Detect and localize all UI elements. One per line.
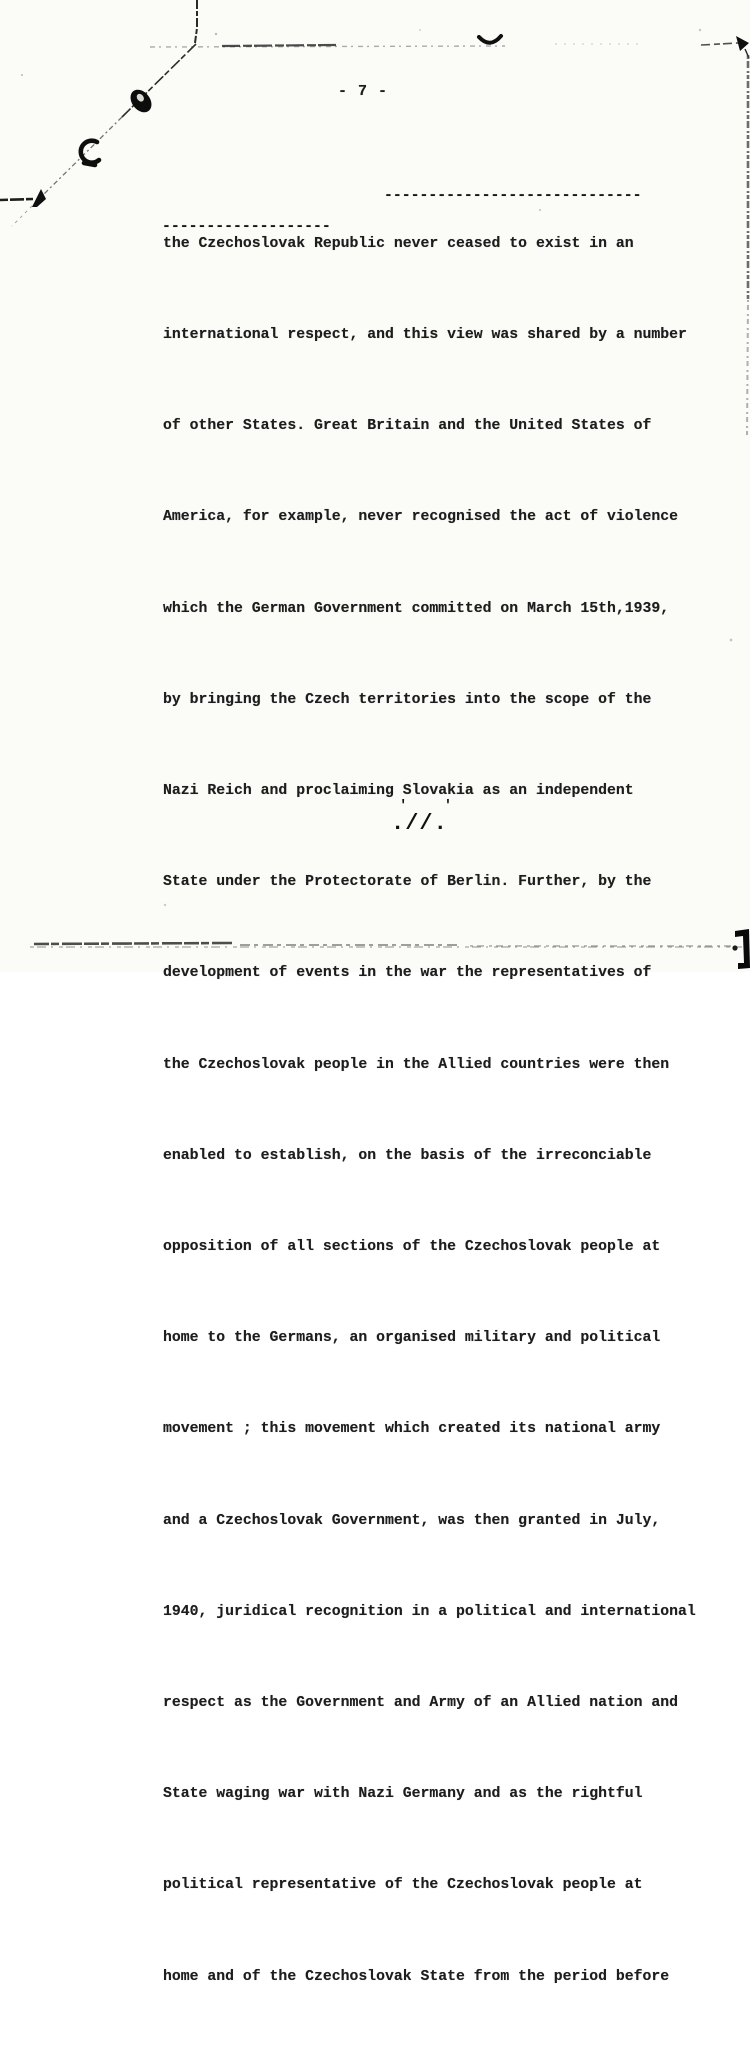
text-line: home to the Germans, an organised military and political: [163, 1330, 661, 1347]
text-line: which the German Government committed on March 15th,1939,: [163, 600, 670, 617]
top-fold-vertical-line-icon: [195, 0, 197, 43]
text-line: 1940, juridical recognition in a political and international: [163, 1603, 696, 1620]
text-line: respect as the Government and Army of an Allied nation and: [163, 1695, 679, 1712]
document-text-block: [163, 168, 723, 2053]
text-line: enabled to establish, on the basis of the irreconciable: [163, 1147, 652, 1164]
right-edge-scan-strip-icon: [747, 55, 748, 435]
text-line: of other States. Great Britain and the United States of: [163, 418, 652, 435]
top-right-dash-arrow-icon: [701, 36, 749, 58]
bottom-right-bracket-mark-icon: [735, 929, 750, 969]
text-line: by bringing the Czech territories into the scope of the: [163, 691, 652, 708]
ink-blob-icon: [126, 86, 156, 117]
top-smudge-line-icon: [150, 44, 640, 47]
text-line: movement ; this movement which created its national army: [163, 1421, 661, 1438]
text-line: political representative of the Czechoslovak people at: [163, 1877, 643, 1894]
text-line: the Czechoslovak people in the Allied countries were then: [163, 1056, 670, 1073]
top-curve-mark-icon: [479, 36, 501, 43]
text-line: and a Czechoslovak Government, was then granted in July,: [163, 1512, 661, 1529]
text-line: home and of the Czechoslovak State from the period before: [163, 1968, 670, 1985]
left-margin-arrow-icon: [0, 189, 46, 207]
text-line: development of events in the war the representatives of: [163, 965, 652, 982]
typed-underline-international-respect: -------------------: [162, 219, 331, 235]
text-line: State under the Protectorate of Berlin. Further, by the: [163, 874, 652, 891]
text-line: opposition of all sections of the Czechoslovak people at: [163, 1239, 661, 1256]
text-line: America, for example, never recognised the act of violence: [163, 509, 679, 526]
continuation-apostrophes: ' ': [399, 798, 467, 814]
page-number: - 7 -: [338, 83, 389, 100]
text-line: Nazi Reich and proclaiming Slovakia as an independent: [163, 783, 634, 800]
continuation-mark: [391, 798, 467, 837]
continuation-slashes: .//.: [391, 811, 448, 836]
text-line: international respect, and this view was shared by a number: [163, 327, 687, 344]
pen-curl-mark-icon: [81, 141, 99, 165]
text-line: State waging war with Nazi Germany and as the rightful: [163, 1786, 643, 1803]
text-line: the Czechoslovak Republic never ceased to exist in an: [163, 235, 634, 252]
typed-underline-never-ceased: -----------------------------: [384, 188, 642, 204]
